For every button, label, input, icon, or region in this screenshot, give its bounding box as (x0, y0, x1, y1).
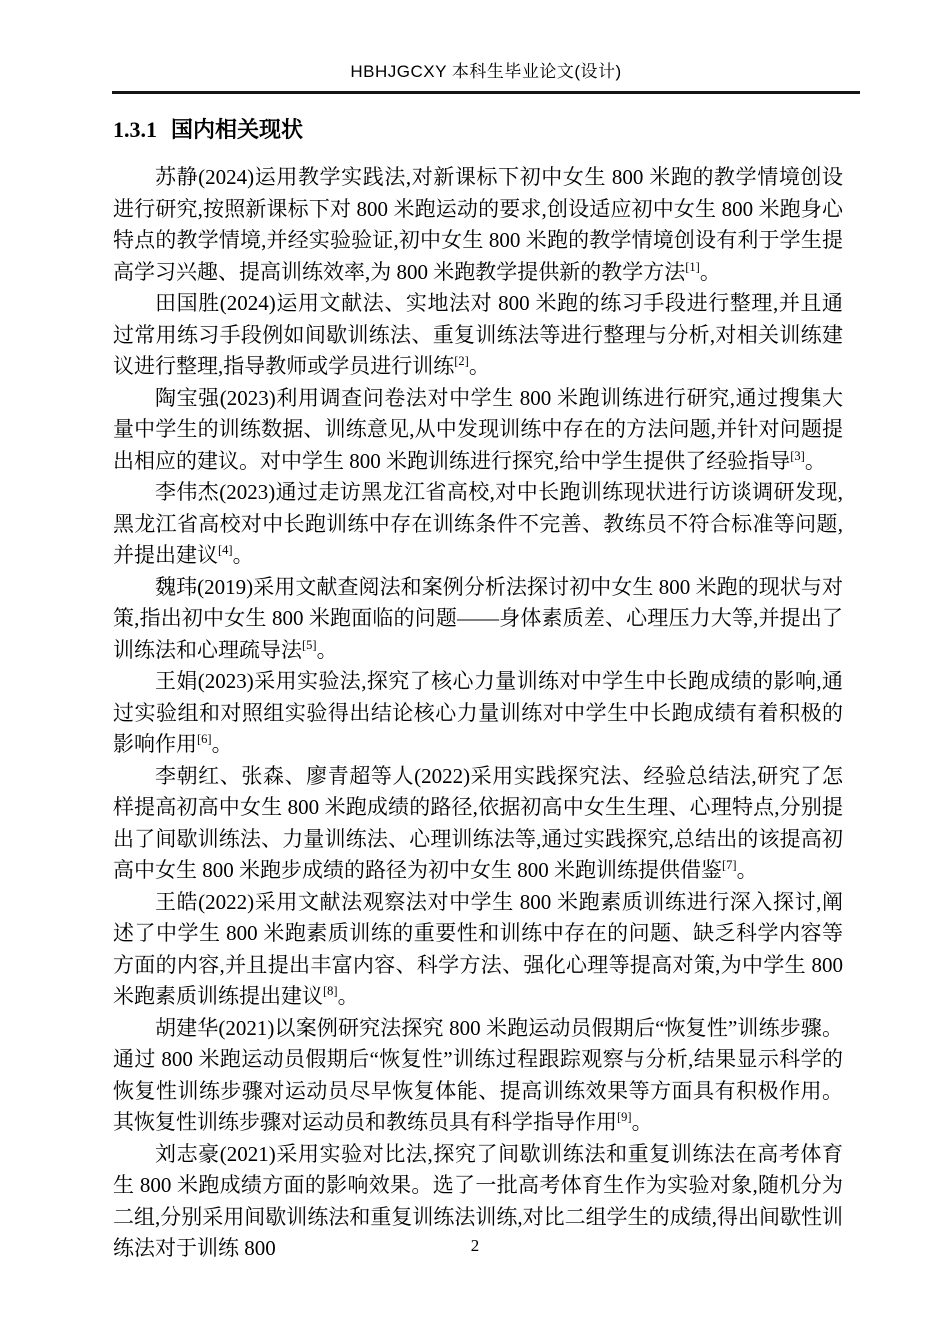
paragraph (113, 761, 843, 887)
citation-marker: [7] (722, 858, 737, 872)
citation-marker: [6] (197, 732, 212, 746)
page-header (112, 0, 860, 94)
paragraph-text: 刘志豪(2021)采用实验对比法,探究了间歇训练法和重复训练法在高考体育生 800 米跑成绩方面的影响效果。选了一批高考体育生作为实验对象,随机分为二组,分别采用间歇训练法和重复训练法训练,对比二组学生的成绩,得出间歇性训练法对于训练 800 (113, 1141, 843, 1260)
paragraph-tail: 。 (232, 543, 254, 567)
paragraph (113, 666, 843, 761)
citation-marker: [8] (323, 984, 338, 998)
paragraph (113, 162, 843, 288)
citation-marker: [3] (790, 448, 805, 463)
paragraph (113, 1013, 843, 1139)
paragraph-text: 胡建华(2021)以案例研究法探究 800 米跑运动员假期后“恢复性”训练步骤。通过 800 米跑运动员假期后“恢复性”训练过程跟踪观察与分析,结果显示科学的恢复性训练步骤对运动员尽早恢复体能、提高训练效果等方面具有积极作用。其恢复性训练步骤对运动员和教练员具有科学指导作用 (113, 1015, 843, 1134)
paragraph-text: 苏静(2024)运用教学实践法,对新课标下初中女生 800 米跑的教学情境创设进行研究,按照新课标下对 800 米跑运动的要求,创设适应初中女生 800 米跑身心特点的教学情境,并经实验验证,初中女生 800 米跑的教学情境创设有利于学生提高学习兴趣、提高训练效率,为 800 米跑教学提供新的教学方法 (113, 165, 843, 284)
paragraph (113, 477, 843, 572)
page-footer (0, 1236, 950, 1256)
citation-marker: [4] (218, 543, 233, 557)
paragraph-tail: 。 (804, 448, 826, 473)
paragraph (113, 288, 843, 383)
paragraph-text: 田国胜(2024)运用文献法、实地法对 800 米跑的练习手段进行整理,并且通过常用练习手段例如间歇训练法、重复训练法等进行整理与分析,对相关训练建议进行整理,指导教师或学员进行训练 (113, 291, 843, 378)
paragraph-text: 李朝红、张森、廖青超等人(2022)采用实践探究法、经验总结法,研究了怎样提高初高中女生 800 米跑成绩的路径,依据初高中女生生理、心理特点,分别提出了间歇训练法、力量训练法、心理训练法等,通过实践探究,总结出的该提高初高中女生 800 米跑步成绩的路径为初中女生 800 米跑训练提供借鉴 (113, 763, 843, 882)
paragraph-text: 王娟(2023)采用实验法,探究了核心力量训练对中学生中长跑成绩的影响,通过实验组和对照组实验得出结论核心力量训练对中学生中长跑成绩有着积极的影响作用 (113, 669, 843, 756)
citation-marker: [1] (685, 259, 700, 274)
section-title: 国内相关现状 (171, 117, 304, 142)
citation-marker: [9] (617, 1110, 632, 1124)
paragraph (113, 887, 843, 1013)
header-title: HBHJGCXY 本科生毕业论文(设计) (350, 62, 622, 81)
paragraph-tail: 。 (631, 1110, 653, 1134)
section-heading (113, 115, 843, 145)
paragraph-text: 李伟杰(2023)通过走访黑龙江省高校,对中长跑训练现状进行访谈调研发现,黑龙江省高校对中长跑训练中存在训练条件不完善、教练员不符合标准等问题,并提出建议 (113, 480, 843, 567)
paragraph-text: 王皓(2022)采用文献法观察法对中学生 800 米跑素质训练进行深入探讨,阐述了中学生 800 米跑素质训练的重要性和训练中存在的问题、缺乏科学内容等方面的内容,并且提出丰富内容、科学方法、强化心理等提高对策,为中学生 800 米跑素质训练提出建议 (113, 889, 843, 1008)
paragraph-tail: 。 (211, 732, 233, 756)
paragraph-tail: 。 (468, 354, 490, 378)
paragraph-text: 魏玮(2019)采用文献查阅法和案例分析法探讨初中女生 800 米跑的现状与对策,指出初中女生 800 米跑面临的问题——身体素质差、心理压力大等,并提出了训练法和心理疏导法 (113, 574, 843, 662)
paragraph-tail: 。 (699, 259, 721, 284)
citation-marker: [5] (302, 637, 317, 652)
paragraph-tail: 。 (316, 637, 338, 662)
paragraph (113, 572, 843, 667)
content-area (113, 94, 843, 1265)
paragraph-tail: 。 (337, 984, 359, 1008)
paragraph-tail: 。 (736, 858, 758, 882)
paragraph (113, 383, 843, 478)
page-number: 2 (470, 1236, 480, 1255)
citation-marker: [2] (454, 354, 469, 368)
paragraph-text: 陶宝强(2023)利用调查问卷法对中学生 800 米跑训练进行研究,通过搜集大量中学生的训练数据、训练意见,从中发现训练中存在的方法问题,并针对问题提出相应的建议。对中学生 800 米跑训练进行探究,给中学生提供了经验指导 (113, 385, 843, 473)
section-number: 1.3.1 (113, 117, 157, 142)
